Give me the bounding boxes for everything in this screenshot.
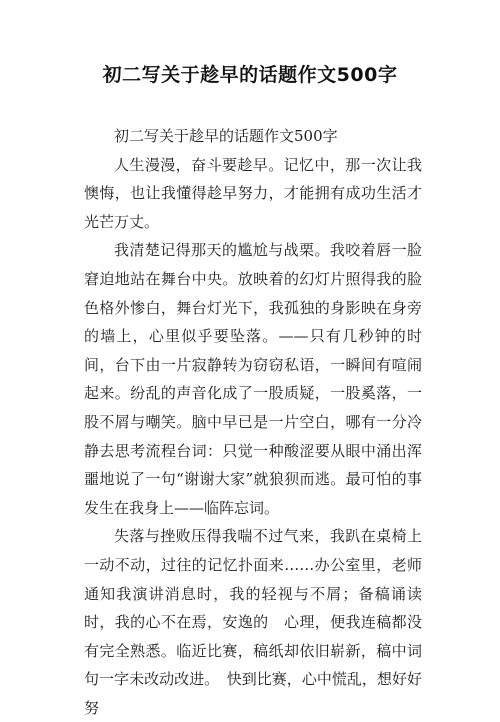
paragraph-reflection: 失落与挫败压得我喘不过气来，我趴在桌椅上一动不动，过往的记忆扑面来……办公室里，老师通知我演讲消息时，我的轻视与不屑；备稿诵读时，我的心不在焉，安逸的 心理，便我连稿都没有完全熟悉。临近比赛，稿纸却依旧崭新，稿中词句一字未改动改进。 快到比赛，心中慌乱，想好好努 <box>84 527 422 717</box>
paragraph-subtitle: 初二写关于趁早的话题作文500字 <box>114 127 338 145</box>
paragraph-intro: 人生漫漫，奋斗要趁早。记忆中，那一次让我懊悔，也让我懂得趁早努力，才能拥有成功生活才光芒万丈。 <box>84 155 422 231</box>
paragraph-stage-memory: 我清楚记得那天的尴尬与战栗。我咬着唇一脸窘迫地站在舞台中央。放映着的幻灯片照得我的脸色格外惨白，舞台灯光下，我孤独的身影映在身旁的墙上，心里似乎要坠落。——只有几秒钟的时间，台下由一片寂静转为窃窃私语，一瞬间有喧闹起来。纷乱的声音化成了一股质疑，一股奚落，一股不屑与嘲笑。脑中早已是一片空白，哪有一分冷静去思考流程台词：只觉一种酸涩要从眼中涌出浑噩地说了一句“谢谢大家”就狼狈而逃。最可怕的事发生在我身上——临阵忘词。 <box>84 241 422 517</box>
document-body <box>84 122 422 722</box>
document-title: 初二写关于趁早的话题作文500字 <box>102 64 398 86</box>
